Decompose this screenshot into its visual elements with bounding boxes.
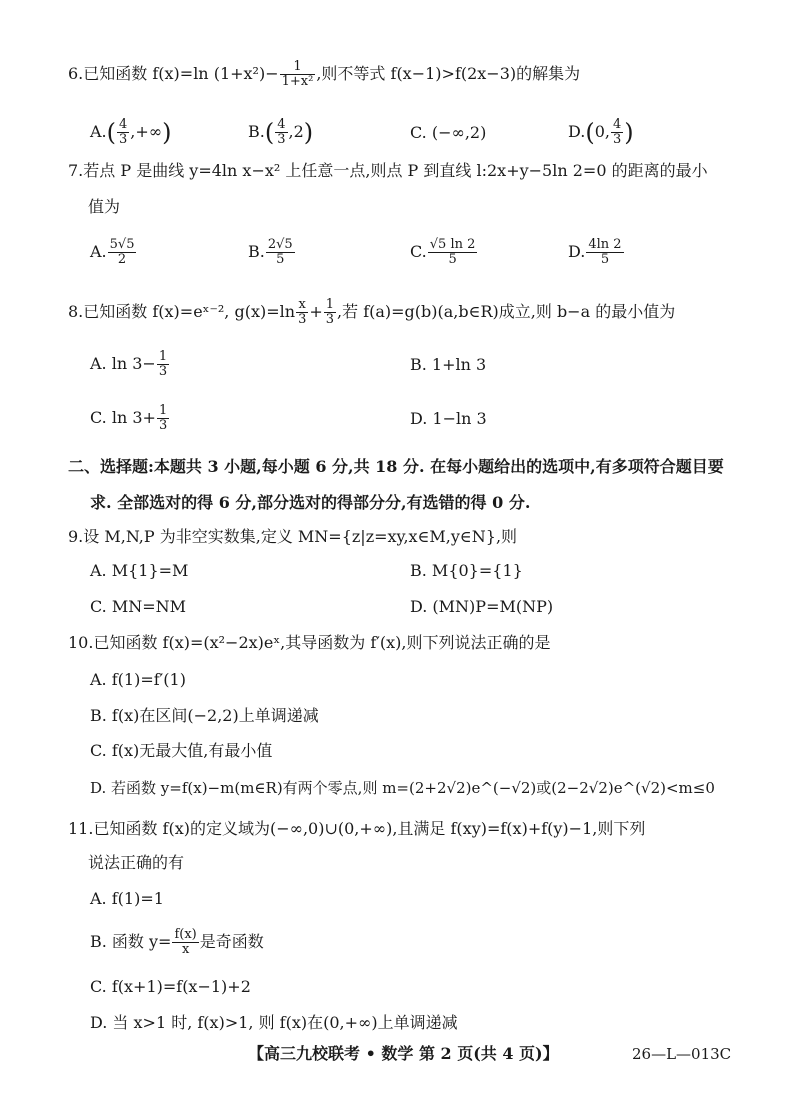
q11-option-d: D. 当 x>1 时, f(x)>1, 则 f(x)在(0,+∞)上单调递减 [90, 1013, 458, 1032]
q8-a-num: 1 [158, 349, 168, 364]
q7-option-a [90, 238, 137, 267]
q10-option-a: A. f(1)=f′(1) [90, 670, 186, 689]
q6-frac-den: 1+x² [281, 74, 314, 89]
q8-stem-b: + [309, 302, 323, 321]
q6-stem-a: 6.已知函数 f(x)=ln (1+x²)− [68, 64, 279, 83]
q11-line2: 说法正确的有 [88, 853, 185, 872]
q10-stem: 10.已知函数 f(x)=(x²−2x)eˣ,其导函数为 f′(x),则下列说法正确的是 [68, 633, 551, 652]
q7-option-c [410, 238, 478, 267]
section2-line1: 二、选择题:本题共 3 小题,每小题 6 分,共 18 分. 在每小题给出的选项中,有多项符合题目要 [68, 457, 724, 476]
q7-c-num: √5 ln 2 [429, 237, 476, 252]
q7-b-den: 5 [276, 252, 285, 267]
q8-option-c [90, 404, 170, 433]
q8-a-den: 3 [158, 364, 168, 379]
q7-d-num: 4ln 2 [588, 237, 622, 252]
q11-option-b [90, 928, 264, 957]
q6-d-first: 0, [594, 122, 610, 141]
q6-b-prefix: B. [248, 122, 265, 141]
q10-option-b: B. f(x)在区间(−2,2)上单调递减 [90, 706, 319, 725]
q6-stem [68, 60, 580, 89]
q7-d-den: 5 [600, 252, 610, 267]
q6-option-a: A.( $\frac{4}{3}$ ,+∞) [90, 117, 172, 147]
q8-option-a [90, 350, 170, 379]
q11-option-a: A. f(1)=1 [90, 889, 164, 908]
q11-b-den: x [181, 942, 190, 957]
q7-c-prefix: C. [410, 242, 427, 261]
q8-stem-c: ,若 f(a)=g(b)(a,b∈R)成立,则 b−a 的最小值为 [337, 302, 676, 321]
q6-option-b: B.( $\frac{4}{3}$ ,2) [248, 117, 314, 147]
q9-option-b: B. M{0}={1} [410, 561, 523, 580]
q9-option-d: D. (MN)P=M(NP) [410, 597, 554, 616]
q6-a-prefix: A. [90, 122, 107, 141]
q6-fraction [280, 60, 316, 89]
q7-line1: 7.若点 P 是曲线 y=4ln x−x² 上任意一点,则点 P 到直线 l:2x+y−5ln 2=0 的距离的最小 [68, 161, 708, 180]
q8-c-den: 3 [158, 418, 168, 433]
q8-a-prefix: A. ln 3− [90, 354, 156, 373]
q10-option-c: C. f(x)无最大值,有最小值 [90, 741, 273, 760]
q6-d-den: 3 [612, 132, 622, 147]
q8-f2-den: 3 [325, 312, 335, 327]
q6-a-num: 4 [119, 117, 128, 132]
q8-f1-num: x [296, 298, 308, 313]
q6-a-rest: ,+∞ [130, 122, 163, 141]
q8-stem-a: 8.已知函数 f(x)=eˣ⁻², g(x)=ln [68, 302, 296, 321]
q8-stem [68, 298, 675, 327]
q8-option-d: D. 1−ln 3 [410, 409, 487, 428]
q7-option-b [248, 238, 296, 267]
q7-b-prefix: B. [248, 242, 265, 261]
q9-option-c: C. MN=NM [90, 597, 187, 616]
q7-a-den: 2 [117, 252, 127, 267]
q6-b-den: 3 [277, 132, 286, 147]
q7-line2: 值为 [88, 197, 121, 216]
q7-b-num: 2√5 [267, 237, 293, 252]
q8-option-b: B. 1+ln 3 [410, 355, 487, 374]
q7-c-den: 5 [448, 252, 457, 267]
q6-frac-num: 1 [280, 60, 316, 75]
q11-b-suffix: 是奇函数 [199, 932, 264, 951]
q8-c-prefix: C. ln 3+ [90, 408, 156, 427]
q11-b-prefix: B. 函数 y= [90, 932, 172, 951]
q6-option-d: D.(0, $\frac{4}{3}$ ) [568, 117, 634, 147]
q11-line1: 11.已知函数 f(x)的定义域为(−∞,0)∪(0,+∞),且满足 f(xy)=f(x)+f(y)−1,则下列 [68, 819, 646, 838]
page-footer: 【高三九校联考 • 数学 第 2 页(共 4 页)】 [248, 1044, 559, 1063]
q8-f1-den: 3 [298, 312, 307, 327]
q6-option-c: C. (−∞,2) [410, 123, 487, 142]
q9-stem: 9.设 M,N,P 为非空实数集,定义 MN={z|z=xy,x∈M,y∈N},则 [68, 527, 518, 546]
q11-option-c: C. f(x+1)=f(x−1)+2 [90, 977, 251, 996]
q9-option-a: A. M{1}=M [90, 561, 189, 580]
q7-a-prefix: A. [90, 242, 107, 261]
q10-option-d: D. 若函数 y=f(x)−m(m∈R)有两个零点,则 m=(2+2√2)e^(−√2)或(2−2√2)e^(√2)<m≤0 [90, 779, 715, 797]
q7-d-prefix: D. [568, 242, 586, 261]
q7-a-num: 5√5 [109, 237, 135, 252]
q6-b-num: 4 [277, 117, 286, 132]
section2-line2: 求. 全部选对的得 6 分,部分选对的得部分分,有选错的得 0 分. [90, 493, 531, 512]
q7-option-d [568, 238, 625, 267]
q11-b-num: f(x) [174, 927, 197, 942]
q8-f2-num: 1 [325, 297, 335, 312]
q6-d-num: 4 [612, 117, 622, 132]
q6-b-rest: ,2 [288, 122, 304, 141]
q6-d-prefix: D. [568, 122, 586, 141]
q6-a-den: 3 [119, 132, 128, 147]
paper-code: 26—L—013C [632, 1045, 732, 1063]
q6-stem-b: ,则不等式 f(x−1)>f(2x−3)的解集为 [316, 64, 581, 83]
q8-c-num: 1 [158, 403, 168, 418]
